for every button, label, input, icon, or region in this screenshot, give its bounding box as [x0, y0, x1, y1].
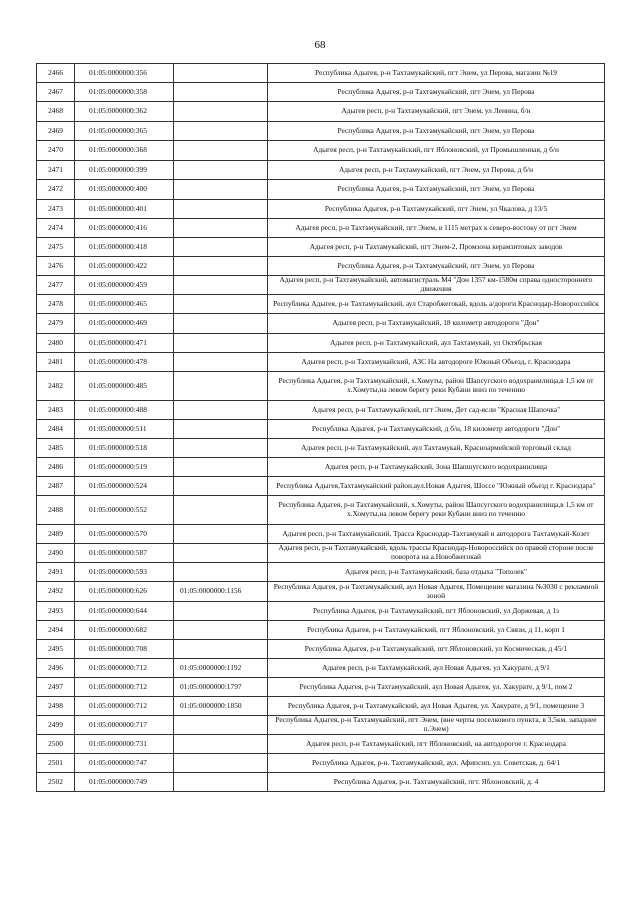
cadastral-number-cell: 01:05:0000000:519 [75, 458, 174, 477]
table-row [37, 716, 605, 735]
table-row [37, 257, 605, 276]
cadastral-number-cell: 01:05:0000000:511 [75, 420, 174, 439]
address-cell: Республика Адыгея, р-н Тахтамукайский, д б/н, 18 километр автодороги "Дон" [268, 420, 605, 439]
row-number-cell: 2470 [37, 141, 75, 161]
linked-cadastral-number-cell [174, 180, 268, 200]
table-row [37, 102, 605, 122]
cadastral-number-cell: 01:05:0000000:682 [75, 621, 174, 640]
table-row [37, 219, 605, 238]
address-cell: Адыгея респ, р-н Тахтамукайский, пгт Энем, ул Перова, д б/н [268, 161, 605, 180]
cadastral-number-cell: 01:05:0000000:358 [75, 83, 174, 102]
linked-cadastral-number-cell [174, 640, 268, 659]
address-cell: Адыгея респ, р-н Тахтамукайский, пгт Энем-2, Промзона керамзитовых заводов [268, 238, 605, 257]
table-row [37, 697, 605, 716]
table-row [37, 141, 605, 161]
address-cell: Республика Адыгея, р-н Тахтамукайский, пгт Энем, ул Чкалова, д 13/5 [268, 200, 605, 219]
table-row [37, 401, 605, 420]
address-cell: Адыгея респ, р-н Тахтамукайский, пгт Яблоновский, ул Промышленная, д б/н [268, 141, 605, 161]
cadastral-number-cell: 01:05:0000000:749 [75, 773, 174, 792]
row-number-cell: 2494 [37, 621, 75, 640]
cadastral-number-cell: 01:05:0000000:418 [75, 238, 174, 257]
row-number-cell: 2475 [37, 238, 75, 257]
table-row [37, 420, 605, 439]
linked-cadastral-number-cell: 01:05:0000000:1797 [174, 678, 268, 697]
row-number-cell: 2487 [37, 477, 75, 496]
row-number-cell: 2493 [37, 602, 75, 621]
address-cell: Республика Адыгея, р-н Тахтамукайский, пгт Энем, (вне черты поселкового пункта, в 3,5км. западнее п.Энем) [268, 716, 605, 735]
cadastral-number-cell: 01:05:0000000:552 [75, 496, 174, 525]
linked-cadastral-number-cell: 01:05:0000000:1850 [174, 697, 268, 716]
row-number-cell: 2474 [37, 219, 75, 238]
table-row [37, 180, 605, 200]
table-row [37, 477, 605, 496]
cadastral-number-cell: 01:05:0000000:488 [75, 401, 174, 420]
table-row [37, 458, 605, 477]
table-row [37, 582, 605, 602]
row-number-cell: 2480 [37, 334, 75, 353]
row-number-cell: 2500 [37, 735, 75, 754]
table-row [37, 161, 605, 180]
address-cell: Республика Адыгея, р-н Тахтамукайский, пгт Яблоновский, ул Доржевая, д 1з [268, 602, 605, 621]
linked-cadastral-number-cell [174, 122, 268, 141]
linked-cadastral-number-cell [174, 602, 268, 621]
address-cell: Республика Адыгея, р-н Тахтамукайский, пгт Энем, ул Перова [268, 180, 605, 200]
cadastral-number-cell: 01:05:0000000:422 [75, 257, 174, 276]
table-row [37, 83, 605, 102]
row-number-cell: 2492 [37, 582, 75, 602]
row-number-cell: 2472 [37, 180, 75, 200]
linked-cadastral-number-cell [174, 257, 268, 276]
address-cell: Адыгея респ, р-н Тахтамукайский, пгт Энем, в 1115 метрах к северо-востоку от пгт Энем [268, 219, 605, 238]
cadastral-number-cell: 01:05:0000000:712 [75, 697, 174, 716]
table-row [37, 276, 605, 295]
table-row [37, 602, 605, 621]
linked-cadastral-number-cell [174, 295, 268, 314]
row-number-cell: 2469 [37, 122, 75, 141]
linked-cadastral-number-cell: 01:05:0000000:1156 [174, 582, 268, 602]
linked-cadastral-number-cell [174, 334, 268, 353]
linked-cadastral-number-cell [174, 238, 268, 257]
linked-cadastral-number-cell [174, 773, 268, 792]
row-number-cell: 2473 [37, 200, 75, 219]
linked-cadastral-number-cell [174, 439, 268, 458]
linked-cadastral-number-cell [174, 353, 268, 372]
table-row [37, 773, 605, 792]
row-number-cell: 2484 [37, 420, 75, 439]
linked-cadastral-number-cell [174, 420, 268, 439]
table-row [37, 122, 605, 141]
row-number-cell: 2489 [37, 525, 75, 544]
linked-cadastral-number-cell [174, 83, 268, 102]
table-row [37, 525, 605, 544]
address-cell: Адыгея респ, р-н Тахтамукайский, аул Тахтамукай, ул Октябрьская [268, 334, 605, 353]
linked-cadastral-number-cell [174, 314, 268, 334]
table-row [37, 678, 605, 697]
address-cell: Республика Адыгея, р-н Тахтамукайский, пгт Энем, ул Перова [268, 122, 605, 141]
address-cell: Адыгея респ, р-н Тахтамукайский, база отдыха "Тополек" [268, 563, 605, 582]
cadastral-number-cell: 01:05:0000000:731 [75, 735, 174, 754]
cadastral-number-cell: 01:05:0000000:717 [75, 716, 174, 735]
linked-cadastral-number-cell [174, 496, 268, 525]
cadastral-number-cell: 01:05:0000000:593 [75, 563, 174, 582]
cadastral-number-cell: 01:05:0000000:524 [75, 477, 174, 496]
linked-cadastral-number-cell [174, 219, 268, 238]
address-cell: Республика Адыгея, р-н Тахтамукайский, х.Хомуты, район Шапсугского водохранилища,в 1,5 км от х.Хомуты,на левом берегу реки Кубани вниз по течению [268, 496, 605, 525]
cadastral-number-cell: 01:05:0000000:416 [75, 219, 174, 238]
row-number-cell: 2477 [37, 276, 75, 295]
row-number-cell: 2466 [37, 64, 75, 83]
cadastral-number-cell: 01:05:0000000:356 [75, 64, 174, 83]
address-cell: Адыгея респ, р-н Тахтамукайский, пгт Яблоновский, на автодорогое г. Краснодара [268, 735, 605, 754]
address-cell: Адыгея респ, р-н Тахтамукайский, вдоль трассы Краснодар-Новороссийск по правой стороне после поворота на а.Новобжегокай [268, 544, 605, 563]
cadastral-number-cell: 01:05:0000000:401 [75, 200, 174, 219]
table-row [37, 334, 605, 353]
cadastral-number-cell: 01:05:0000000:712 [75, 678, 174, 697]
linked-cadastral-number-cell [174, 141, 268, 161]
cadastral-number-cell: 01:05:0000000:587 [75, 544, 174, 563]
cadastral-number-cell: 01:05:0000000:400 [75, 180, 174, 200]
address-cell: Адыгея респ, р-н Тахтамукайский, автомагистраль М4 "Дон 1357 км-1580м справа одностороннего движения [268, 276, 605, 295]
address-cell: Республика Адыгея, р-н Тахтамукайский, аул Новая Адыгея, Помещение магазина №3030 с рекламной зоной [268, 582, 605, 602]
row-number-cell: 2482 [37, 372, 75, 401]
row-number-cell: 2471 [37, 161, 75, 180]
row-number-cell: 2481 [37, 353, 75, 372]
table-row [37, 295, 605, 314]
cadastral-number-cell: 01:05:0000000:708 [75, 640, 174, 659]
address-cell: Адыгея респ, р-н Тахтамукайский, аул Новая Адыгея, ул Хакурате, д 9/1 [268, 659, 605, 678]
registry-table-body [37, 64, 605, 792]
cadastral-number-cell: 01:05:0000000:399 [75, 161, 174, 180]
linked-cadastral-number-cell [174, 621, 268, 640]
row-number-cell: 2486 [37, 458, 75, 477]
cadastral-number-cell: 01:05:0000000:712 [75, 659, 174, 678]
linked-cadastral-number-cell [174, 735, 268, 754]
row-number-cell: 2491 [37, 563, 75, 582]
cadastral-number-cell: 01:05:0000000:471 [75, 334, 174, 353]
address-cell: Республика Адыгея, р-н. Тахтамукайский, аул. Афипсип, ул. Советская, д. 64/1 [268, 754, 605, 773]
linked-cadastral-number-cell [174, 544, 268, 563]
address-cell: Адыгея респ, р-н Тахтамукайский, аул Тахтамукай, Красноармейской торговый склад [268, 439, 605, 458]
cadastral-number-cell: 01:05:0000000:570 [75, 525, 174, 544]
address-cell: Адыгея респ, р-н Тахтамукайский, пгт Энем, Дет сад-ясли "Красная Шапочка" [268, 401, 605, 420]
address-cell: Адыгея респ, р-н Тахтамукайский, Зона Шапшугского водохранилища [268, 458, 605, 477]
row-number-cell: 2502 [37, 773, 75, 792]
cadastral-number-cell: 01:05:0000000:469 [75, 314, 174, 334]
linked-cadastral-number-cell [174, 458, 268, 477]
row-number-cell: 2467 [37, 83, 75, 102]
cadastral-number-cell: 01:05:0000000:626 [75, 582, 174, 602]
linked-cadastral-number-cell [174, 563, 268, 582]
linked-cadastral-number-cell [174, 161, 268, 180]
address-cell: Адыгея респ, р-н Тахтамукайский, 18 километр автодороги "Дон" [268, 314, 605, 334]
row-number-cell: 2499 [37, 716, 75, 735]
row-number-cell: 2490 [37, 544, 75, 563]
table-row [37, 439, 605, 458]
row-number-cell: 2495 [37, 640, 75, 659]
address-cell: Республика Адыгея, р-н Тахтамукайский, аул Новая Адыгея, ул. Хакурате, д 9/1, пом 2 [268, 678, 605, 697]
address-cell: Республика Адыгея, р-н Тахтамукайский, пгт Энем, ул Перова, магазин №19 [268, 64, 605, 83]
table-row [37, 735, 605, 754]
address-cell: Республика Адыгея, р-н Тахтамукайский, аул Новая Адыгея, ул. Хакурате, д 9/1, помещение 3 [268, 697, 605, 716]
row-number-cell: 2497 [37, 678, 75, 697]
cadastral-number-cell: 01:05:0000000:365 [75, 122, 174, 141]
address-cell: Адыгея респ, р-н Тахтамукайский, Трасса Краснодар-Тахтамукай и автодорога Тахтамукай-Козет [268, 525, 605, 544]
table-row [37, 314, 605, 334]
address-cell: Республика Адыгея, р-н Тахтамукайский, х.Хомуты, район Шапсугского водохранилища,в 1,5 км от х.Хомуты,на левом берегу реки Кубани вниз по течению [268, 372, 605, 401]
row-number-cell: 2496 [37, 659, 75, 678]
cadastral-number-cell: 01:05:0000000:362 [75, 102, 174, 122]
row-number-cell: 2485 [37, 439, 75, 458]
address-cell: Республика Адыгея, р-н. Тахтамукайский, пгт. Яблоновский, д. 4 [268, 773, 605, 792]
linked-cadastral-number-cell [174, 716, 268, 735]
table-row [37, 496, 605, 525]
table-row [37, 563, 605, 582]
row-number-cell: 2479 [37, 314, 75, 334]
address-cell: Республика Адыгея, р-н Тахтамукайский, пгт Энем, ул Перова [268, 83, 605, 102]
row-number-cell: 2498 [37, 697, 75, 716]
linked-cadastral-number-cell [174, 477, 268, 496]
linked-cadastral-number-cell [174, 200, 268, 219]
cadastral-number-cell: 01:05:0000000:465 [75, 295, 174, 314]
table-row [37, 238, 605, 257]
table-row [37, 754, 605, 773]
linked-cadastral-number-cell [174, 754, 268, 773]
table-row [37, 353, 605, 372]
cadastral-number-cell: 01:05:0000000:485 [75, 372, 174, 401]
linked-cadastral-number-cell [174, 102, 268, 122]
table-row [37, 659, 605, 678]
linked-cadastral-number-cell [174, 525, 268, 544]
address-cell: Республика Адыгея,Тахтамукайский район,аул.Новая Адыгея, Шоссе "Южный обьезд г. Краснодара" [268, 477, 605, 496]
address-cell: Республика Адыгея, р-н Тахтамукайский, аул Старобжегокай, вдоль а/дороги Краснодар-Новороссийск [268, 295, 605, 314]
address-cell: Адыгея респ, р-н Тахтамукайский, АЗС На автодороге Южный Обьезд, г. Краснодара [268, 353, 605, 372]
linked-cadastral-number-cell [174, 64, 268, 83]
address-cell: Республика Адыгея, р-н Тахтамукайский, пгт Яблоновский, ул Космическая, д 45/1 [268, 640, 605, 659]
cadastral-number-cell: 01:05:0000000:518 [75, 439, 174, 458]
linked-cadastral-number-cell [174, 276, 268, 295]
row-number-cell: 2476 [37, 257, 75, 276]
cadastral-number-cell: 01:05:0000000:459 [75, 276, 174, 295]
table-row [37, 372, 605, 401]
address-cell: Адыгея респ, р-н Тахтамукайский, пгт Энем, ул Ленина, б/н [268, 102, 605, 122]
row-number-cell: 2468 [37, 102, 75, 122]
row-number-cell: 2501 [37, 754, 75, 773]
table-row [37, 621, 605, 640]
cadastral-number-cell: 01:05:0000000:368 [75, 141, 174, 161]
linked-cadastral-number-cell: 01:05:0000000:1192 [174, 659, 268, 678]
table-row [37, 200, 605, 219]
row-number-cell: 2483 [37, 401, 75, 420]
linked-cadastral-number-cell [174, 401, 268, 420]
row-number-cell: 2488 [37, 496, 75, 525]
address-cell: Республика Адыгея, р-н Тахтамукайский, пгт Энем, ул Перова [268, 257, 605, 276]
cadastral-number-cell: 01:05:0000000:644 [75, 602, 174, 621]
page-number: 68 [314, 39, 326, 51]
cadastral-number-cell: 01:05:0000000:478 [75, 353, 174, 372]
registry-table [36, 63, 605, 792]
table-row [37, 640, 605, 659]
cadastral-number-cell: 01:05:0000000:747 [75, 754, 174, 773]
row-number-cell: 2478 [37, 295, 75, 314]
table-row [37, 544, 605, 563]
address-cell: Республика Адыгея, р-н Тахтамукайский, пгт Яблоновский, ул Связи, д 11, корп 1 [268, 621, 605, 640]
table-row [37, 64, 605, 83]
linked-cadastral-number-cell [174, 372, 268, 401]
